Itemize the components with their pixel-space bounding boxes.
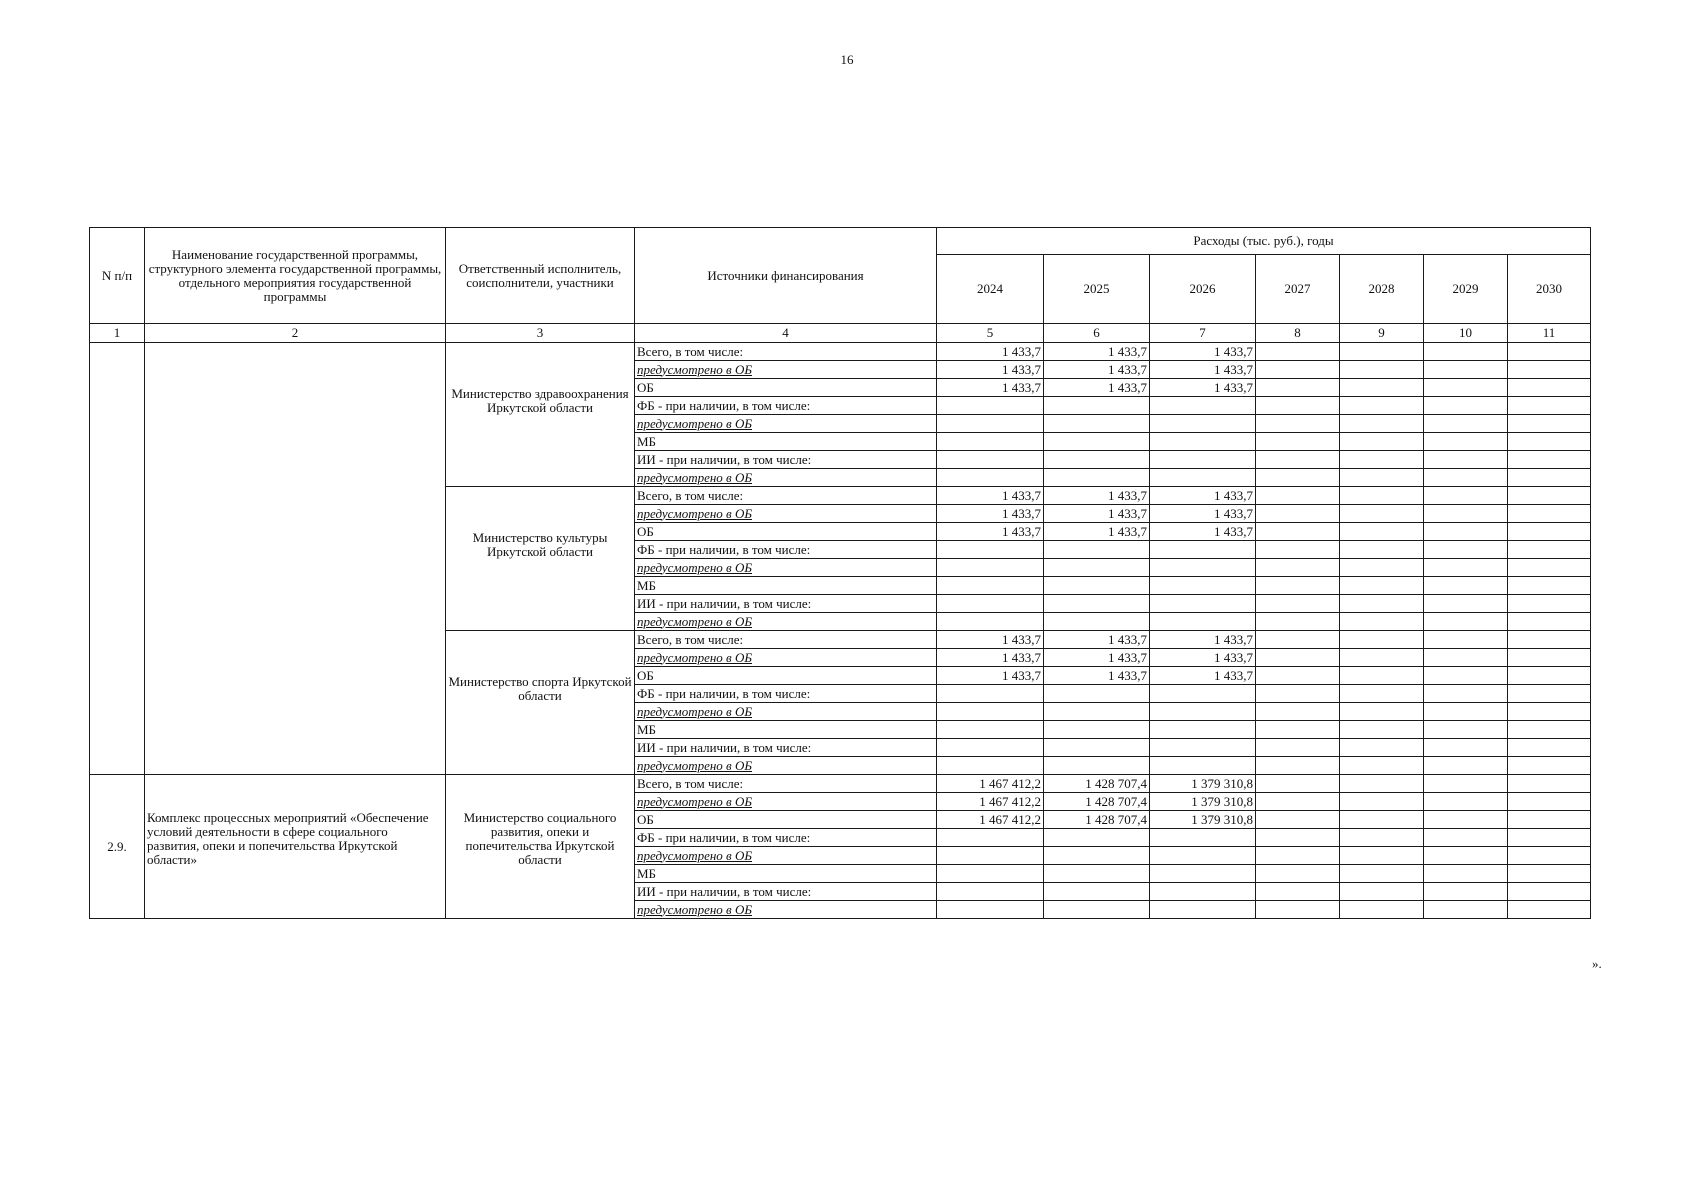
value-cell [1340, 361, 1424, 379]
value-cell [937, 829, 1044, 847]
value-cell [1340, 559, 1424, 577]
value-cell [1256, 685, 1340, 703]
value-cell [1150, 883, 1256, 901]
value-cell [1508, 559, 1591, 577]
source-label: ФБ - при наличии, в том числе: [635, 397, 937, 415]
source-label: ОБ [635, 811, 937, 829]
value-cell [1256, 415, 1340, 433]
value-cell [1340, 865, 1424, 883]
value-cell [1508, 379, 1591, 397]
value-cell [1340, 595, 1424, 613]
executor-cell: Министерство здравоохранения Иркутской области [446, 343, 635, 487]
value-cell [1256, 739, 1340, 757]
value-cell [1340, 397, 1424, 415]
value-cell [1044, 739, 1150, 757]
value-cell [1508, 703, 1591, 721]
source-label: предусмотрено в ОБ [635, 559, 937, 577]
source-label: ФБ - при наличии, в том числе: [635, 685, 937, 703]
value-cell [1340, 451, 1424, 469]
value-cell [1424, 739, 1508, 757]
value-cell: 1 433,7 [937, 505, 1044, 523]
value-cell [1150, 577, 1256, 595]
value-cell [937, 739, 1044, 757]
value-cell [937, 685, 1044, 703]
value-cell [937, 541, 1044, 559]
value-cell [1256, 721, 1340, 739]
value-cell: 1 379 310,8 [1150, 793, 1256, 811]
value-cell [1150, 721, 1256, 739]
value-cell [937, 433, 1044, 451]
source-label: предусмотрено в ОБ [635, 361, 937, 379]
value-cell [1044, 829, 1150, 847]
value-cell [1340, 415, 1424, 433]
value-cell [1340, 433, 1424, 451]
column-number: 5 [937, 324, 1044, 343]
column-number: 8 [1256, 324, 1340, 343]
value-cell: 1 433,7 [937, 649, 1044, 667]
value-cell [1424, 379, 1508, 397]
value-cell [1150, 865, 1256, 883]
value-cell [1150, 739, 1256, 757]
value-cell [1424, 559, 1508, 577]
value-cell [1508, 469, 1591, 487]
value-cell [1150, 901, 1256, 919]
value-cell [1508, 361, 1591, 379]
header-source: Источники финансирования [635, 228, 937, 324]
value-cell [1044, 685, 1150, 703]
value-cell [1424, 577, 1508, 595]
value-cell [1150, 847, 1256, 865]
value-cell [1150, 469, 1256, 487]
value-cell [1424, 613, 1508, 631]
value-cell: 1 433,7 [937, 379, 1044, 397]
value-cell: 1 433,7 [1150, 523, 1256, 541]
source-label: МБ [635, 577, 937, 595]
value-cell [1256, 649, 1340, 667]
item-number: 2.9. [90, 775, 145, 919]
source-label: МБ [635, 721, 937, 739]
value-cell [1340, 469, 1424, 487]
source-label: МБ [635, 433, 937, 451]
value-cell [1340, 631, 1424, 649]
value-cell: 1 433,7 [1044, 343, 1150, 361]
value-cell [1256, 703, 1340, 721]
column-number: 9 [1340, 324, 1424, 343]
source-label: ФБ - при наличии, в том числе: [635, 541, 937, 559]
header-executor: Ответственный исполнитель, соисполнители, участники [446, 228, 635, 324]
value-cell: 1 433,7 [1150, 505, 1256, 523]
column-number: 6 [1044, 324, 1150, 343]
value-cell [1256, 433, 1340, 451]
value-cell [1150, 433, 1256, 451]
source-label: предусмотрено в ОБ [635, 793, 937, 811]
executor-cell: Министерство культуры Иркутской области [446, 487, 635, 631]
value-cell [1044, 595, 1150, 613]
value-cell [1256, 469, 1340, 487]
value-cell: 1 433,7 [1150, 649, 1256, 667]
value-cell [1424, 829, 1508, 847]
column-number: 11 [1508, 324, 1591, 343]
value-cell [1508, 667, 1591, 685]
value-cell: 1 433,7 [1044, 361, 1150, 379]
value-cell [1508, 847, 1591, 865]
num-cell-empty [90, 343, 145, 775]
value-cell [1424, 775, 1508, 793]
value-cell [1256, 757, 1340, 775]
value-cell: 1 467 412,2 [937, 775, 1044, 793]
value-cell [1340, 793, 1424, 811]
value-cell [1424, 685, 1508, 703]
value-cell [1044, 577, 1150, 595]
value-cell [1150, 415, 1256, 433]
value-cell [1508, 739, 1591, 757]
value-cell [1424, 469, 1508, 487]
value-cell [1256, 829, 1340, 847]
value-cell [1340, 721, 1424, 739]
value-cell [1340, 757, 1424, 775]
value-cell [1340, 577, 1424, 595]
value-cell [1424, 505, 1508, 523]
value-cell [1044, 703, 1150, 721]
value-cell [1256, 487, 1340, 505]
value-cell [1508, 757, 1591, 775]
value-cell [1044, 469, 1150, 487]
header-year: 2029 [1424, 255, 1508, 324]
value-cell [1150, 685, 1256, 703]
value-cell [1044, 415, 1150, 433]
value-cell [1424, 721, 1508, 739]
value-cell [1508, 721, 1591, 739]
value-cell [937, 865, 1044, 883]
header-name: Наименование государственной программы, структурного элемента государственной программы, отдельного мероприятия государственной программы [145, 228, 446, 324]
value-cell [1256, 811, 1340, 829]
value-cell [1150, 451, 1256, 469]
value-cell [1256, 901, 1340, 919]
table-row [90, 343, 1591, 361]
value-cell [1340, 739, 1424, 757]
value-cell: 1 467 412,2 [937, 811, 1044, 829]
header-year: 2028 [1340, 255, 1424, 324]
value-cell [937, 721, 1044, 739]
value-cell [1424, 541, 1508, 559]
source-label: МБ [635, 865, 937, 883]
value-cell [1340, 775, 1424, 793]
header-year: 2027 [1256, 255, 1340, 324]
item-name: Комплекс процессных мероприятий «Обеспечение условий деятельности в сфере социального развития, опеки и попечительства Иркутской области» [145, 775, 446, 919]
value-cell [1256, 397, 1340, 415]
value-cell [1508, 631, 1591, 649]
header-expenses: Расходы (тыс. руб.), годы [937, 228, 1591, 255]
value-cell [1508, 523, 1591, 541]
name-cell-empty [145, 343, 446, 775]
value-cell [1508, 541, 1591, 559]
value-cell [1424, 361, 1508, 379]
value-cell [1340, 541, 1424, 559]
value-cell [1256, 451, 1340, 469]
source-label: предусмотрено в ОБ [635, 613, 937, 631]
source-label: предусмотрено в ОБ [635, 649, 937, 667]
value-cell: 1 433,7 [1044, 523, 1150, 541]
value-cell [937, 469, 1044, 487]
value-cell [1508, 487, 1591, 505]
value-cell [1508, 649, 1591, 667]
source-label: ОБ [635, 667, 937, 685]
value-cell [1508, 793, 1591, 811]
source-label: ИИ - при наличии, в том числе: [635, 595, 937, 613]
value-cell [1424, 883, 1508, 901]
value-cell [1340, 811, 1424, 829]
value-cell [1256, 541, 1340, 559]
value-cell [1508, 775, 1591, 793]
value-cell: 1 433,7 [937, 361, 1044, 379]
value-cell [1256, 361, 1340, 379]
source-label: предусмотрено в ОБ [635, 703, 937, 721]
source-label: ИИ - при наличии, в том числе: [635, 883, 937, 901]
value-cell [1508, 451, 1591, 469]
value-cell [1340, 523, 1424, 541]
page-number: 16 [840, 52, 854, 67]
source-label: предусмотрено в ОБ [635, 847, 937, 865]
value-cell: 1 433,7 [1150, 667, 1256, 685]
source-label: Всего, в том числе: [635, 343, 937, 361]
value-cell: 1 379 310,8 [1150, 775, 1256, 793]
value-cell [1508, 865, 1591, 883]
value-cell [1508, 505, 1591, 523]
source-label: ИИ - при наличии, в том числе: [635, 451, 937, 469]
value-cell: 1 433,7 [937, 631, 1044, 649]
value-cell: 1 433,7 [1150, 379, 1256, 397]
value-cell [1424, 631, 1508, 649]
value-cell [1424, 757, 1508, 775]
value-cell [937, 883, 1044, 901]
value-cell [1150, 703, 1256, 721]
value-cell [1340, 613, 1424, 631]
source-label: ОБ [635, 523, 937, 541]
value-cell [1340, 703, 1424, 721]
value-cell [937, 451, 1044, 469]
source-label: ИИ - при наличии, в том числе: [635, 739, 937, 757]
value-cell [1150, 397, 1256, 415]
source-label: предусмотрено в ОБ [635, 415, 937, 433]
value-cell: 1 433,7 [1150, 631, 1256, 649]
column-number: 7 [1150, 324, 1256, 343]
header-year: 2025 [1044, 255, 1150, 324]
value-cell [1044, 721, 1150, 739]
source-label: ФБ - при наличии, в том числе: [635, 829, 937, 847]
column-number: 2 [145, 324, 446, 343]
value-cell [1044, 865, 1150, 883]
value-cell: 1 433,7 [937, 667, 1044, 685]
value-cell: 1 379 310,8 [1150, 811, 1256, 829]
value-cell: 1 433,7 [1044, 487, 1150, 505]
value-cell [1340, 847, 1424, 865]
value-cell [1340, 901, 1424, 919]
value-cell [1256, 343, 1340, 361]
value-cell [937, 577, 1044, 595]
value-cell [937, 397, 1044, 415]
value-cell: 1 433,7 [937, 343, 1044, 361]
value-cell: 1 428 707,4 [1044, 793, 1150, 811]
value-cell [1044, 613, 1150, 631]
value-cell [1424, 667, 1508, 685]
value-cell [1424, 865, 1508, 883]
value-cell: 1 428 707,4 [1044, 775, 1150, 793]
value-cell [1424, 451, 1508, 469]
value-cell [1508, 685, 1591, 703]
value-cell [1508, 397, 1591, 415]
value-cell [1424, 595, 1508, 613]
source-label: Всего, в том числе: [635, 487, 937, 505]
value-cell [1044, 883, 1150, 901]
value-cell [937, 613, 1044, 631]
column-number: 3 [446, 324, 635, 343]
value-cell [1424, 523, 1508, 541]
table-row [90, 775, 1591, 793]
value-cell [937, 757, 1044, 775]
header-year: 2024 [937, 255, 1044, 324]
value-cell [1424, 847, 1508, 865]
value-cell: 1 433,7 [1044, 649, 1150, 667]
value-cell [1256, 631, 1340, 649]
value-cell: 1 433,7 [1044, 505, 1150, 523]
value-cell: 1 433,7 [937, 487, 1044, 505]
value-cell [1044, 397, 1150, 415]
value-cell [1150, 541, 1256, 559]
value-cell: 1 433,7 [1044, 631, 1150, 649]
value-cell [1508, 595, 1591, 613]
value-cell [1256, 793, 1340, 811]
executor-cell: Министерство спорта Иркутской области [446, 631, 635, 775]
value-cell: 1 428 707,4 [1044, 811, 1150, 829]
value-cell [1424, 811, 1508, 829]
value-cell: 1 433,7 [1150, 361, 1256, 379]
value-cell: 1 433,7 [1044, 667, 1150, 685]
value-cell [1044, 451, 1150, 469]
value-cell [1256, 559, 1340, 577]
value-cell [1340, 829, 1424, 847]
value-cell [1508, 433, 1591, 451]
source-label: предусмотрено в ОБ [635, 757, 937, 775]
value-cell [1256, 505, 1340, 523]
value-cell [1508, 613, 1591, 631]
value-cell [1424, 703, 1508, 721]
value-cell [1424, 343, 1508, 361]
value-cell [1150, 559, 1256, 577]
value-cell [1256, 379, 1340, 397]
value-cell [1340, 505, 1424, 523]
value-cell [1150, 757, 1256, 775]
financing-table [89, 227, 1591, 919]
value-cell [1508, 343, 1591, 361]
value-cell [937, 415, 1044, 433]
value-cell [1256, 847, 1340, 865]
value-cell [1508, 811, 1591, 829]
value-cell [1256, 865, 1340, 883]
value-cell [937, 703, 1044, 721]
value-cell [1340, 487, 1424, 505]
value-cell: 1 433,7 [1044, 379, 1150, 397]
value-cell [1340, 649, 1424, 667]
closing-quote: ». [1592, 956, 1602, 971]
value-cell [1150, 595, 1256, 613]
value-cell [1424, 433, 1508, 451]
source-label: Всего, в том числе: [635, 631, 937, 649]
value-cell [1256, 595, 1340, 613]
column-number: 1 [90, 324, 145, 343]
value-cell [1044, 541, 1150, 559]
value-cell [1340, 667, 1424, 685]
value-cell [1150, 613, 1256, 631]
value-cell: 1 433,7 [937, 523, 1044, 541]
value-cell [1044, 757, 1150, 775]
value-cell: 1 433,7 [1150, 343, 1256, 361]
value-cell [1340, 883, 1424, 901]
source-label: предусмотрено в ОБ [635, 505, 937, 523]
value-cell [1256, 775, 1340, 793]
value-cell [1256, 613, 1340, 631]
value-cell [1424, 415, 1508, 433]
value-cell [1340, 685, 1424, 703]
value-cell [1424, 397, 1508, 415]
value-cell [1256, 523, 1340, 541]
source-label: Всего, в том числе: [635, 775, 937, 793]
header-year: 2030 [1508, 255, 1591, 324]
value-cell [1340, 343, 1424, 361]
header-year: 2026 [1150, 255, 1256, 324]
value-cell [1424, 487, 1508, 505]
value-cell [1508, 415, 1591, 433]
value-cell: 1 467 412,2 [937, 793, 1044, 811]
value-cell [1044, 433, 1150, 451]
value-cell [1508, 901, 1591, 919]
value-cell [1150, 829, 1256, 847]
value-cell [1424, 793, 1508, 811]
value-cell: 1 433,7 [1150, 487, 1256, 505]
value-cell [937, 595, 1044, 613]
column-number: 4 [635, 324, 937, 343]
value-cell [1508, 829, 1591, 847]
value-cell [1340, 379, 1424, 397]
executor-cell: Министерство социального развития, опеки и попечительства Иркутской области [446, 775, 635, 919]
source-label: предусмотрено в ОБ [635, 469, 937, 487]
value-cell [1424, 901, 1508, 919]
value-cell [1044, 559, 1150, 577]
value-cell [1508, 883, 1591, 901]
value-cell [1256, 667, 1340, 685]
source-label: ОБ [635, 379, 937, 397]
value-cell [937, 901, 1044, 919]
value-cell [937, 559, 1044, 577]
value-cell [1044, 901, 1150, 919]
source-label: предусмотрено в ОБ [635, 901, 937, 919]
value-cell [1044, 847, 1150, 865]
value-cell [937, 847, 1044, 865]
value-cell [1256, 883, 1340, 901]
column-number: 10 [1424, 324, 1508, 343]
value-cell [1508, 577, 1591, 595]
value-cell [1256, 577, 1340, 595]
value-cell [1424, 649, 1508, 667]
header-num: N п/п [90, 228, 145, 324]
